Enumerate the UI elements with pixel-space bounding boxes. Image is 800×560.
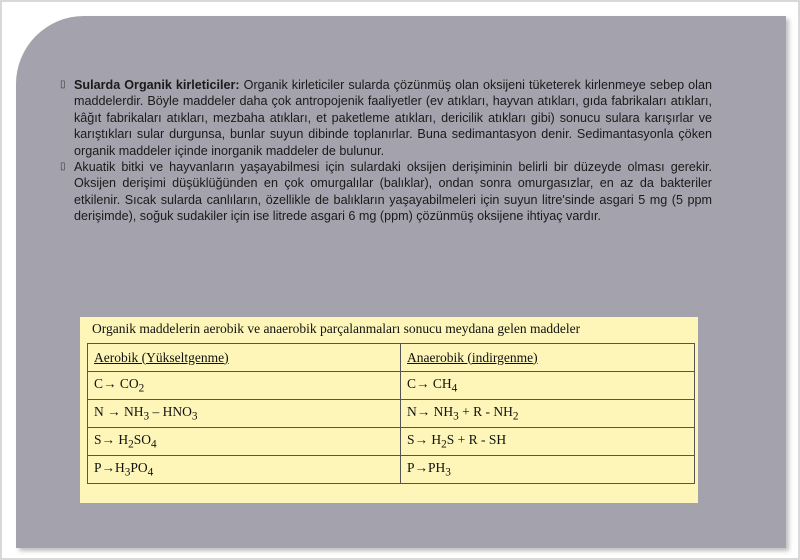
table-row: [88, 400, 695, 428]
arrow-icon: →: [101, 460, 116, 476]
cell-aerobic-phosphorus: $P\to H_3PO_4$: [88, 456, 401, 484]
chemistry-table-box: [80, 317, 698, 503]
text-content: [62, 77, 712, 225]
header-aerobic-label: Aerobik (Yükseltgenme): [94, 349, 229, 365]
bullet-marker-icon: ▯: [60, 161, 66, 173]
bullet-aquatic-oxygen: [62, 159, 712, 225]
cell-aerobic-carbon: $C\to CO_2$: [88, 372, 401, 400]
table-row: [88, 372, 695, 400]
cell-aerobic-nitrogen: $N \to NH_3 - HNO_3$: [88, 400, 401, 428]
bullet-body: Akuatik bitki ve hayvanların yaşayabilmesi için sulardaki oksijen derişiminin belirli bir düzeyde olması gerekir. Oksijen derişimi düşüklüğünden en çok omurgalılar (balıklar), ondan sonra omurgasızlar, en az da bakteriler etkilenir. Sıcak sularda canlıların, özellikle de balıkların yaşayabilmeleri için suyun litre'sinde asgari 5 mg (5 ppm derişimde), soğuk sudakiler için ise litrede asgari 6 mg (ppm) çözünmüş oksijene ihtiyaç vardır.: [74, 160, 712, 224]
bullet-marker-icon: ▯: [60, 79, 66, 90]
reaction-table: [87, 343, 695, 484]
arrow-icon: →: [414, 432, 429, 448]
arrow-icon: →: [103, 376, 117, 392]
bullet-heading: Sularda Organik kirleticiler:: [74, 78, 240, 92]
cell-anaerobic-sulfur: $S\to H_2S + R$ - SH: [401, 428, 695, 456]
cell-anaerobic-nitrogen: $N\to NH_3 + R - NH_2$: [401, 400, 695, 428]
arrow-icon: →: [414, 460, 429, 476]
arrow-icon: →: [416, 376, 430, 392]
header-anaerobic: [401, 344, 695, 372]
table-row: [88, 428, 695, 456]
header-anaerobic-label: Anaerobik (indirgenme): [407, 349, 538, 365]
header-aerobic: [88, 344, 401, 372]
arrow-icon: →: [101, 432, 116, 448]
table-row: [88, 456, 695, 484]
cell-aerobic-sulfur: $S\to H_2SO_4$: [88, 428, 401, 456]
arrow-icon: →: [416, 404, 431, 420]
cell-anaerobic-carbon: $C\to CH_4$: [401, 372, 695, 400]
cell-anaerobic-phosphorus: $P\to PH_3$: [401, 456, 695, 484]
bullet-text: [74, 78, 712, 158]
bullet-organic-pollutants: [62, 77, 712, 159]
bullet-body: Organik kirleticiler sularda çözünmüş olan oksijeni tüketerek kirlenmeye sebep olan maddelerdir. Böyle maddeler daha çok antropojenik faaliyetler (ev atıkları, hayvan atıkları, gıda fabrikaları atıkları, kâğıt fabrikaları atıkları, mezbaha atıkları, et paketleme atıkları, dericilik atıkları gibi) sonucu sulara karışırlar ve karıştıkları sular durgunsa, bunlar suyun dibinde toplanırlar. Buna sedimantasyon denir. Sedimantasyonla çöken organik maddeler içinde inorganik maddeler de bulunur.: [74, 78, 712, 158]
arrow-icon: →: [107, 404, 121, 420]
table-header-row: [88, 344, 695, 372]
table-title: Organik maddelerin aerobik ve anaerobik parçalanmaları sonucu meydana gelen maddeler: [92, 321, 581, 336]
